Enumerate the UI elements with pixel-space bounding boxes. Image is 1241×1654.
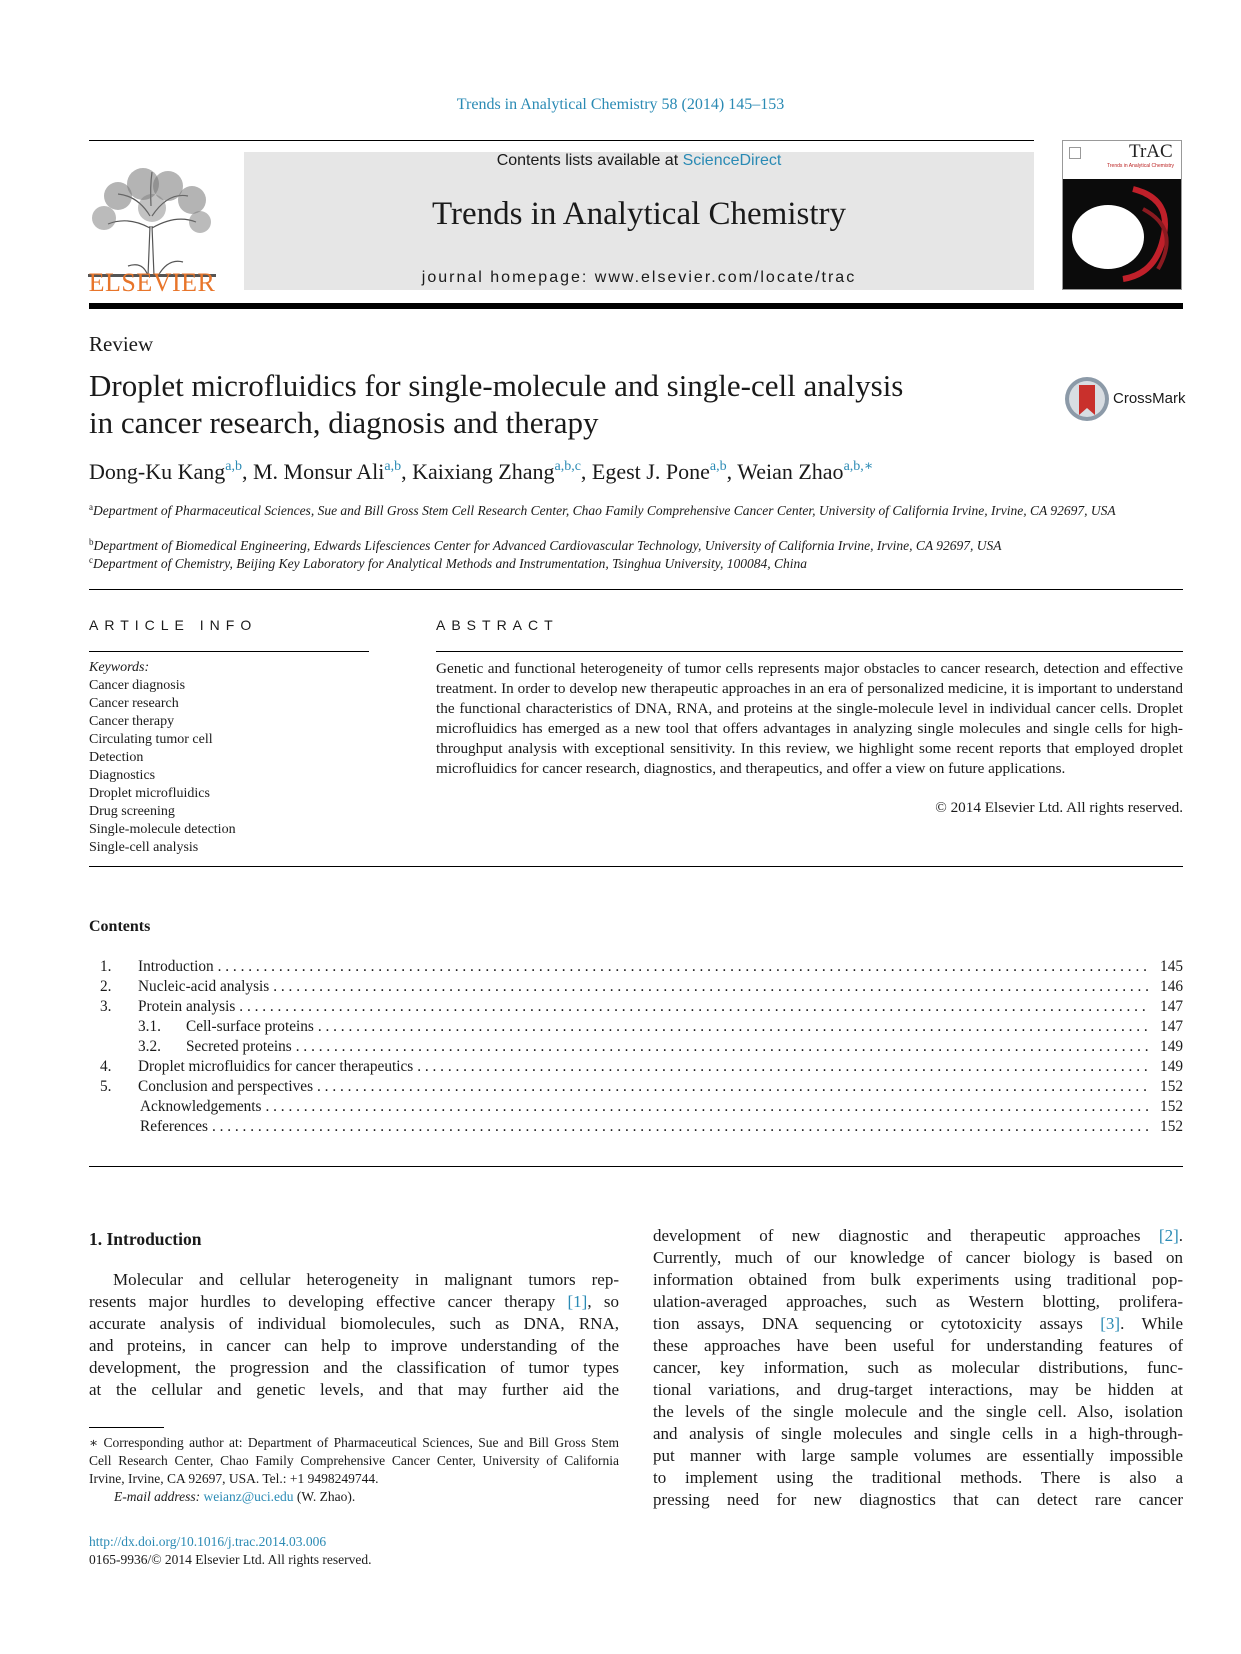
article-info-heading: ARTICLE INFO	[89, 617, 258, 633]
toc-leader-dots	[318, 1018, 1149, 1036]
toc-entry-title[interactable]: Introduction	[138, 958, 214, 975]
toc-entry-number: 3.	[100, 998, 112, 1015]
text-line: to implement using the traditional methods. There is also a	[653, 1468, 1183, 1487]
toc-entry[interactable]	[100, 1098, 1183, 1118]
keyword: Cancer therapy	[89, 714, 175, 729]
abstract-text: Genetic and functional heterogeneity of tumor cells represents major obstacles to cancer research, detection and effective treatment. In order to develop new therapeutic approaches in an era of personalized medicine, it is important to understand the functional characteristics of DNA, RNA, and proteins at the single-molecule level in individual cancer cells. Droplet microfluidics has emerged as a new tool that offers advantages in analyzing single molecules and single cells for high-throughput analysis with exceptional sensitivity. In this review, we highlight some recent reports that employed droplet microfluidics for cancer research, diagnostics, and therapeutics, and offer a view on future applications.	[436, 660, 1183, 777]
author-separator: ,	[580, 459, 592, 484]
toc-entry-page[interactable]: 149	[1160, 1038, 1183, 1055]
keyword: Single-cell analysis	[89, 840, 199, 855]
journal-cover-thumbnail[interactable]	[1062, 140, 1182, 290]
publisher-wordmark[interactable]: ELSEVIER	[88, 268, 216, 297]
author-separator: ,	[726, 459, 738, 484]
keyword: Circulating tumor cell	[89, 732, 213, 747]
affiliation-text: Department of Chemistry, Beijing Key Laboratory for Analytical Methods and Instrumentation, Tsinghua University, 100084, China	[93, 556, 807, 571]
toc-entry[interactable]	[100, 978, 1183, 998]
text-line: resents major hurdles to developing effective cancer therapy [1], so	[89, 1292, 619, 1311]
text-line: at the cellular and genetic levels, and that may further aid the	[89, 1380, 619, 1399]
toc-entry-page[interactable]: 152	[1160, 1098, 1183, 1115]
toc-entry-number: 3.1.	[138, 1018, 161, 1035]
author-name[interactable]: Kaixiang Zhang	[412, 459, 555, 484]
toc-leader-dots	[296, 1038, 1149, 1056]
affiliation-text: Department of Biomedical Engineering, Edwards Lifesciences Center for Advanced Cardiovascular Technology, University of California Irvine, Irvine, CA 92697, USA	[93, 538, 1002, 553]
journal-citation[interactable]: Trends in Analytical Chemistry 58 (2014) 145–153	[456, 96, 785, 113]
footnote-rule	[89, 1427, 164, 1428]
text-line: accurate analysis of individual biomolecules, such as DNA, RNA,	[89, 1314, 619, 1333]
contents-heading: Contents	[89, 918, 151, 935]
section-heading-introduction: 1. Introduction	[89, 1229, 202, 1249]
journal-title: Trends in Analytical Chemistry	[431, 196, 846, 232]
issn-copyright: 0165-9936/© 2014 Elsevier Ltd. All rights reserved.	[89, 1552, 372, 1567]
author-name[interactable]: Egest J. Pone	[591, 459, 710, 484]
toc-entry-title[interactable]: Secreted proteins	[186, 1038, 292, 1055]
toc-leader-dots	[417, 1058, 1149, 1076]
toc-entry-number: 2.	[100, 978, 112, 995]
citation-ref[interactable]: [3]	[1100, 1314, 1121, 1333]
text-line: Molecular and cellular heterogeneity in malignant tumors rep-	[113, 1270, 619, 1289]
header-top-rule	[89, 140, 1034, 141]
affiliation-mark: c	[89, 555, 93, 565]
crossmark-label[interactable]: CrossMark	[1113, 390, 1186, 407]
doi-block	[89, 1533, 371, 1569]
toc-leader-dots	[266, 1098, 1150, 1116]
corresponding-author-text: ∗ Corresponding author at: Department of Pharmaceutical Sciences, Sue and Bill Gross Stem Cell Research Center, Chao Family Comprehensive Cancer Center, University of California Irvine, Irvine, CA 92697, USA. Tel.: +1 9498249744.	[89, 1435, 619, 1486]
affiliation-text: Department of Pharmaceutical Sciences, Sue and Bill Gross Stem Cell Research Center, Chao Family Comprehensive Cancer Center, University of California Irvine, Irvine, CA 92697, USA	[93, 503, 1116, 518]
email-label: E-mail address:	[114, 1489, 204, 1504]
keywords-label: Keywords:	[89, 660, 150, 675]
affiliation	[89, 551, 1149, 573]
text-line: the levels of the single molecule and the single cell. Also, isolation	[653, 1402, 1183, 1421]
keyword: Droplet microfluidics	[89, 786, 210, 801]
email-link[interactable]: weianz@uci.edu	[203, 1489, 294, 1504]
journal-homepage[interactable]: journal homepage: www.elsevier.com/locate/trac	[421, 269, 857, 286]
cover-subtitle: Trends in Analytical Chemistry	[1107, 163, 1175, 169]
divider	[436, 651, 1183, 652]
toc-entry-title[interactable]: Droplet microfluidics for cancer therapeutics	[138, 1058, 414, 1075]
text-line: Currently, much of our knowledge of cancer biology is based on	[653, 1248, 1183, 1267]
introduction-right-column	[653, 1225, 1183, 1511]
text-line: and analysis of single molecules and single cells in a high-through-	[653, 1424, 1183, 1443]
cover-title-band	[1063, 141, 1182, 179]
author-affiliation-marks[interactable]: a,b,c	[554, 459, 581, 474]
abstract-heading: ABSTRACT	[436, 617, 559, 633]
journal-header-box	[244, 152, 1034, 290]
toc-entry-number: 3.2.	[138, 1038, 161, 1055]
toc-entry[interactable]	[100, 1058, 1183, 1078]
text-line: tion assays, DNA sequencing or cytotoxicity assays [3]. While	[653, 1314, 1183, 1333]
toc-entry[interactable]	[100, 1078, 1183, 1098]
text-line: ulation-averaged approaches, such as Western blotting, prolifera-	[653, 1292, 1183, 1311]
cover-artwork-icon	[1063, 179, 1182, 290]
author-affiliation-marks[interactable]: a,b	[384, 459, 402, 474]
toc-entry-title[interactable]: Conclusion and perspectives	[138, 1078, 314, 1095]
author-list	[89, 458, 873, 485]
text-line: these approaches have been useful for understanding features of	[653, 1336, 1183, 1355]
keyword: Diagnostics	[89, 768, 156, 783]
toc-entry-title[interactable]: Cell-surface proteins	[186, 1018, 314, 1035]
divider	[89, 866, 1183, 867]
text-line: information obtained from bulk experiments using traditional pop-	[653, 1270, 1183, 1289]
toc-entry-number: 4.	[100, 1058, 112, 1075]
text-line: pressing need for new diagnostics that can detect rare cancer	[653, 1490, 1183, 1509]
keyword: Cancer diagnosis	[89, 678, 186, 693]
cover-logo-icon	[1069, 147, 1081, 159]
abstract-copyright: © 2014 Elsevier Ltd. All rights reserved.	[935, 799, 1183, 816]
crossmark-icon[interactable]	[1063, 375, 1111, 423]
contents-available-line	[244, 152, 1034, 170]
introduction-left-column	[89, 1269, 619, 1401]
keyword: Cancer research	[89, 696, 179, 711]
article-title-line-2: in cancer research, diagnosis and therapy	[89, 405, 599, 440]
keyword: Single-molecule detection	[89, 822, 236, 837]
author-affiliation-marks[interactable]: a,b	[709, 459, 727, 474]
toc-entry[interactable]	[100, 1038, 1183, 1058]
keywords-list	[89, 659, 236, 857]
toc-entry-title[interactable]: Acknowledgements	[140, 1098, 262, 1115]
text-line: development of new diagnostic and therapeutic approaches [2].	[653, 1226, 1183, 1245]
text-line: cancer, key information, such as molecular distributions, func-	[653, 1358, 1183, 1377]
keyword: Drug screening	[89, 804, 175, 819]
citation-ref[interactable]: [1]	[567, 1292, 588, 1311]
toc-entry-title[interactable]: Nucleic-acid analysis	[138, 978, 270, 995]
author-separator: ,	[241, 459, 253, 484]
divider	[89, 589, 1183, 590]
affiliation	[89, 498, 1149, 520]
toc-entry-page[interactable]: 147	[1160, 1018, 1183, 1035]
toc-entry-page[interactable]: 149	[1160, 1058, 1183, 1075]
toc-entry[interactable]	[100, 958, 1183, 978]
email-line	[114, 1488, 619, 1506]
article-type: Review	[89, 332, 154, 356]
author-name[interactable]: Dong-Ku Kang	[89, 459, 226, 484]
toc-leader-dots	[218, 958, 1149, 976]
sciencedirect-link[interactable]: ScienceDirect	[682, 152, 782, 169]
toc-entry-title[interactable]: References	[140, 1118, 208, 1135]
toc-leader-dots	[239, 998, 1149, 1016]
toc-leader-dots	[317, 1078, 1149, 1096]
affiliation-mark: b	[89, 537, 94, 547]
toc-entry[interactable]	[100, 998, 1183, 1018]
email-suffix: (W. Zhao).	[293, 1489, 356, 1504]
divider	[89, 651, 369, 652]
doi-link[interactable]: http://dx.doi.org/10.1016/j.trac.2014.03.006	[89, 1534, 327, 1549]
keyword: Detection	[89, 750, 144, 765]
affiliation-mark: a	[89, 502, 93, 512]
article-title-line-1: Droplet microfluidics for single-molecule and single-cell analysis	[89, 368, 904, 403]
toc-entry[interactable]	[100, 1118, 1183, 1138]
toc-entry-page[interactable]: 147	[1160, 998, 1183, 1015]
text-line: and proteins, in cancer can help to improve understanding of the	[89, 1336, 619, 1355]
header-thick-rule	[89, 303, 1183, 309]
cover-title: TrAC	[1129, 141, 1173, 162]
author-name[interactable]: Weian Zhao	[737, 459, 844, 484]
corresponding-author-footnote	[89, 1434, 619, 1506]
author-affiliation-marks[interactable]: a,b	[225, 459, 242, 474]
toc-leader-dots	[212, 1118, 1149, 1136]
toc-entry-page[interactable]: 145	[1160, 958, 1183, 975]
toc-entry-title[interactable]: Protein analysis	[138, 998, 236, 1015]
author-separator: ,	[401, 459, 413, 484]
text-line: tional variations, and drug-target interactions, may be hidden at	[653, 1380, 1183, 1399]
contents-prefix: Contents lists available at	[496, 152, 683, 169]
citation-ref[interactable]: [2]	[1158, 1226, 1179, 1245]
author-name[interactable]: M. Monsur Ali	[252, 459, 385, 484]
text-line: put manner with large sample volumes are essentially impossible	[653, 1446, 1183, 1465]
text-line: development, the progression and the classification of tumor types	[89, 1358, 619, 1377]
toc-entry-page[interactable]: 146	[1160, 978, 1183, 995]
divider	[89, 1166, 1183, 1167]
toc-entry-page[interactable]: 152	[1160, 1078, 1183, 1095]
author-affiliation-marks[interactable]: a,b,∗	[843, 459, 874, 474]
toc-entry-number: 1.	[100, 958, 112, 975]
toc-entry-number: 5.	[100, 1078, 112, 1095]
toc-entry[interactable]	[100, 1018, 1183, 1038]
toc-leader-dots	[273, 978, 1149, 996]
toc-entry-page[interactable]: 152	[1160, 1118, 1183, 1135]
article-title	[89, 367, 989, 441]
